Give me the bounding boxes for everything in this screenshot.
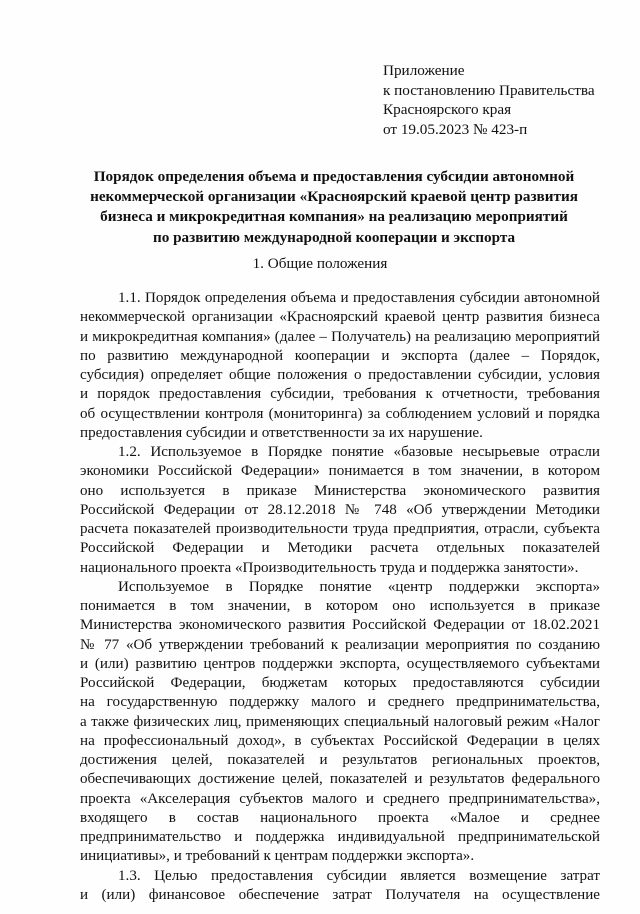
paragraph-line: по развитию международной кооперации и экспорта (далее – Порядок, (80, 347, 600, 364)
document-body (80, 289, 600, 905)
paragraph-line: обеспечивающих достижение целей, показателей и результатов федерального (80, 771, 600, 788)
paragraph-line: проекта «Акселерация субъектов малого и среднего предпринимательства», (80, 790, 600, 807)
paragraph-line: 1.2. Используемое в Порядке понятие «базовые несырьевые отрасли (118, 444, 600, 460)
appendix-line: Красноярского края (383, 101, 512, 119)
paragraph-line: Российской Федерации от 28.12.2018 № 748 «Об утверждении Методики (80, 501, 600, 518)
paragraph-line: на профессиональный доход», в субъектах Российской Федерации в целях (80, 732, 600, 749)
title-line: бизнеса и микрокредитная компания» на реализацию мероприятий (100, 208, 568, 226)
paragraph-line: на государственную поддержку малого и среднего предпринимательства, (80, 694, 600, 711)
paragraph-line: Используемое в Порядке понятие «центр поддержки экспорта» (118, 578, 600, 595)
title-line: по развитию международной кооперации и экспорта (152, 228, 516, 246)
paragraph-line: экономики Российской Федерации» понимается в том значении, в котором (80, 463, 600, 480)
paragraph-line: а также физических лиц, применяющих специальный налоговый режим «Налог (80, 713, 600, 730)
appendix-block (383, 61, 623, 139)
paragraph-line: предоставления субсидии и ответственности за их нарушение. (80, 424, 483, 441)
paragraph-line: входящего в состав национального проекта «Малое и среднее (80, 809, 600, 826)
title-line: некоммерческой организации «Красноярский краевой центр развития (90, 188, 578, 206)
paragraph-line: оно используется в приказе Министерства экономического развития (80, 482, 600, 499)
paragraph-line: и микрокредитная компания» (далее – Получатель) на реализацию мероприятий (80, 328, 600, 345)
appendix-line: Приложение (383, 62, 465, 79)
paragraph-line: и (или) финансовое обеспечение затрат Получателя на осуществление (80, 886, 600, 903)
section-heading: 1. Общие положения (252, 255, 388, 272)
paragraph (80, 578, 600, 867)
appendix-line: от 19.05.2023 № 423-п (383, 120, 528, 138)
paragraph-line: понимается в том значении, в котором оно используется в приказе (80, 598, 600, 614)
paragraph-line: некоммерческой организации «Красноярский краевой центр развития бизнеса (80, 309, 600, 326)
paragraph-line: и (или) развитию центров поддержки экспорта, осуществляемого субъектами (80, 655, 600, 672)
paragraph (80, 289, 600, 443)
paragraph-line: инициативы», и требований к центрам поддержки экспорта». (80, 848, 475, 865)
paragraph-line: предпринимательство и поддержка индивидуальной предпринимательской (80, 829, 600, 845)
paragraph-line: № 77 «Об утверждении требований к реализации мероприятия по созданию (80, 636, 600, 653)
paragraph-line: Министерства экономического развития Российской Федерации от 18.02.2021 (80, 617, 600, 634)
paragraph-line: Российской Федерации и Методики расчета отдельных показателей (80, 540, 600, 557)
paragraph (80, 443, 600, 578)
paragraph-line: 1.1. Порядок определения объема и предоставления субсидии автономной (118, 290, 600, 306)
appendix-line: к постановлению Правительства (383, 81, 595, 99)
paragraph-line: 1.3. Целью предоставления субсидии является возмещение затрат (118, 867, 600, 884)
paragraph-line: субсидия) определяет общие положения о предоставлении субсидии, условия (80, 367, 600, 383)
title-line: Порядок определения объема и предоставления субсидии автономной (93, 168, 575, 185)
paragraph-line: достижения целей, показателей и результатов региональных проектов, (80, 752, 600, 768)
paragraph-line: и порядок предоставления субсидии, требования к отчетности, требования (80, 386, 600, 403)
paragraph-line: национального проекта «Производительность труда и поддержка занятости». (80, 559, 579, 576)
paragraph-line: расчета показателей производительности труда предприятия, отрасли, субъекта (80, 521, 600, 537)
paragraph-line: Российской Федерации, бюджетам которых предоставляются субсидии (80, 675, 600, 691)
paragraph-line: об осуществлении контроля (мониторинга) за соблюдением условий и порядка (80, 405, 600, 422)
paragraph (80, 867, 600, 906)
document-title (70, 167, 598, 248)
